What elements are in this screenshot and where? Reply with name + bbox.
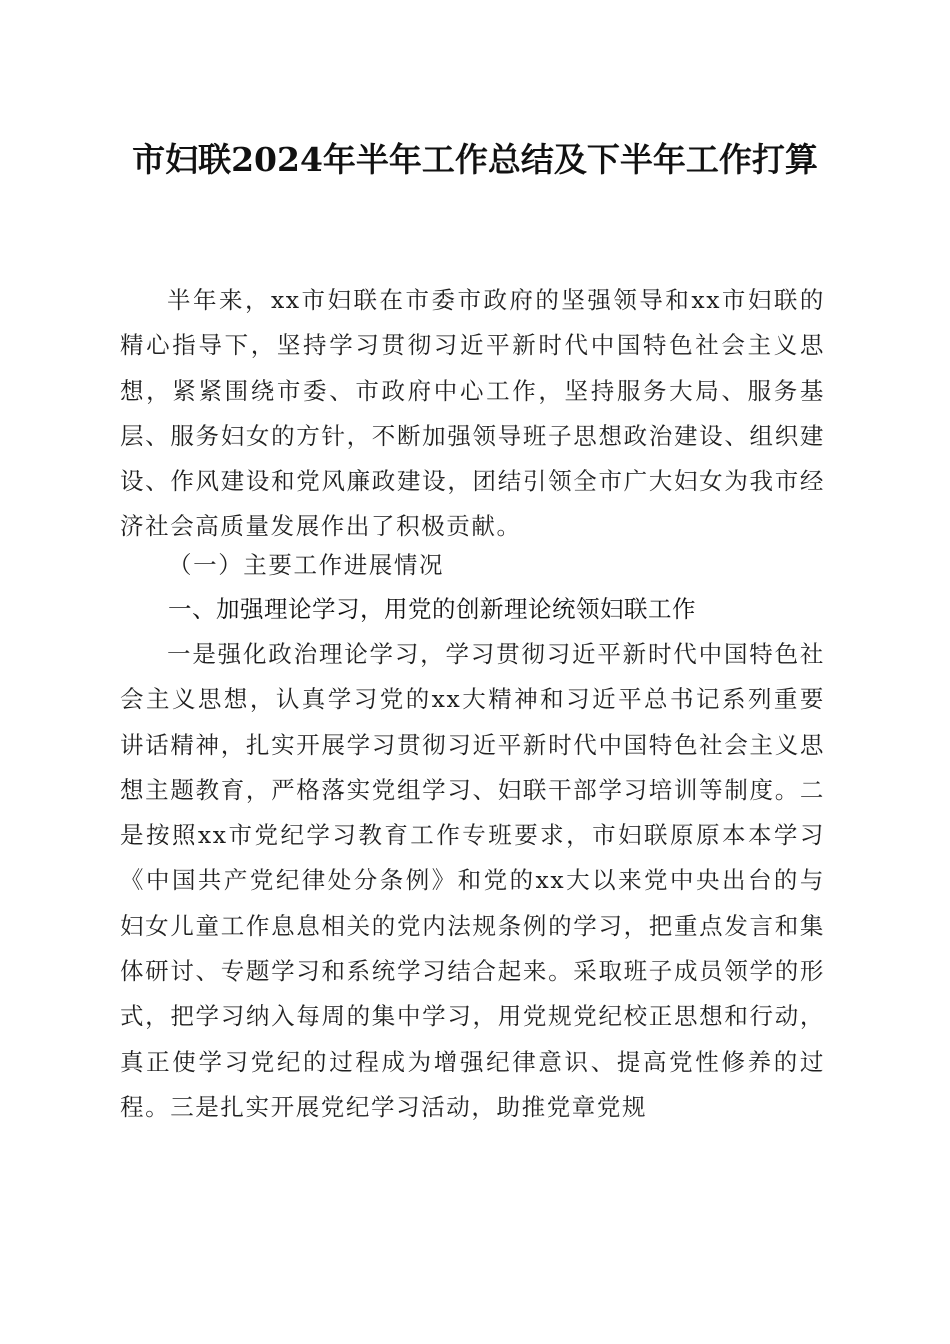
body-paragraph: 一是强化政治理论学习，学习贯彻习近平新时代中国特色社会主义思想，认真学习党的xx大精神和习近平总书记系列重要讲话精神，扎实开展学习贯彻习近平新时代中国特色社会主义思想主题教育，严格落实党组学习、妇联干部学习培训等制度。二是按照xx市党纪学习教育工作专班要求，市妇联原原本本学习《中国共产党纪律处分条例》和党的xx大以来党中央出台的与妇女儿童工作息息相关的党内法规条例的学习，把重点发言和集体研讨、专题学习和系统学习结合起来。采取班子成员领学的形式，把学习纳入每周的集中学习，用党规党纪校正思想和行动，真正使学习党纪的过程成为增强纪律意识、提高党性修养的过程。三是扎实开展党纪学习活动，助推党章党规	[120, 640, 825, 1121]
section-label: （一）主要工作进展情况	[168, 551, 445, 579]
section-heading: 一、加强理论学习，用党的创新理论统领妇联工作	[168, 595, 696, 623]
intro-paragraph: 半年来，xx市妇联在市委市政府的坚强领导和xx市妇联的精心指导下，坚持学习贯彻习近平新时代中国特色社会主义思想，紧紧围绕市委、市政府中心工作，坚持服务大局、服务基层、服务妇女的方针，不断加强领导班子思想政治建设、组织建设、作风建设和党风廉政建设，团结引领全市广大妇女为我市经济社会高质量发展作出了积极贡献。	[120, 286, 825, 541]
document-title: 市妇联2024年半年工作总结及下半年工作打算	[132, 140, 818, 179]
